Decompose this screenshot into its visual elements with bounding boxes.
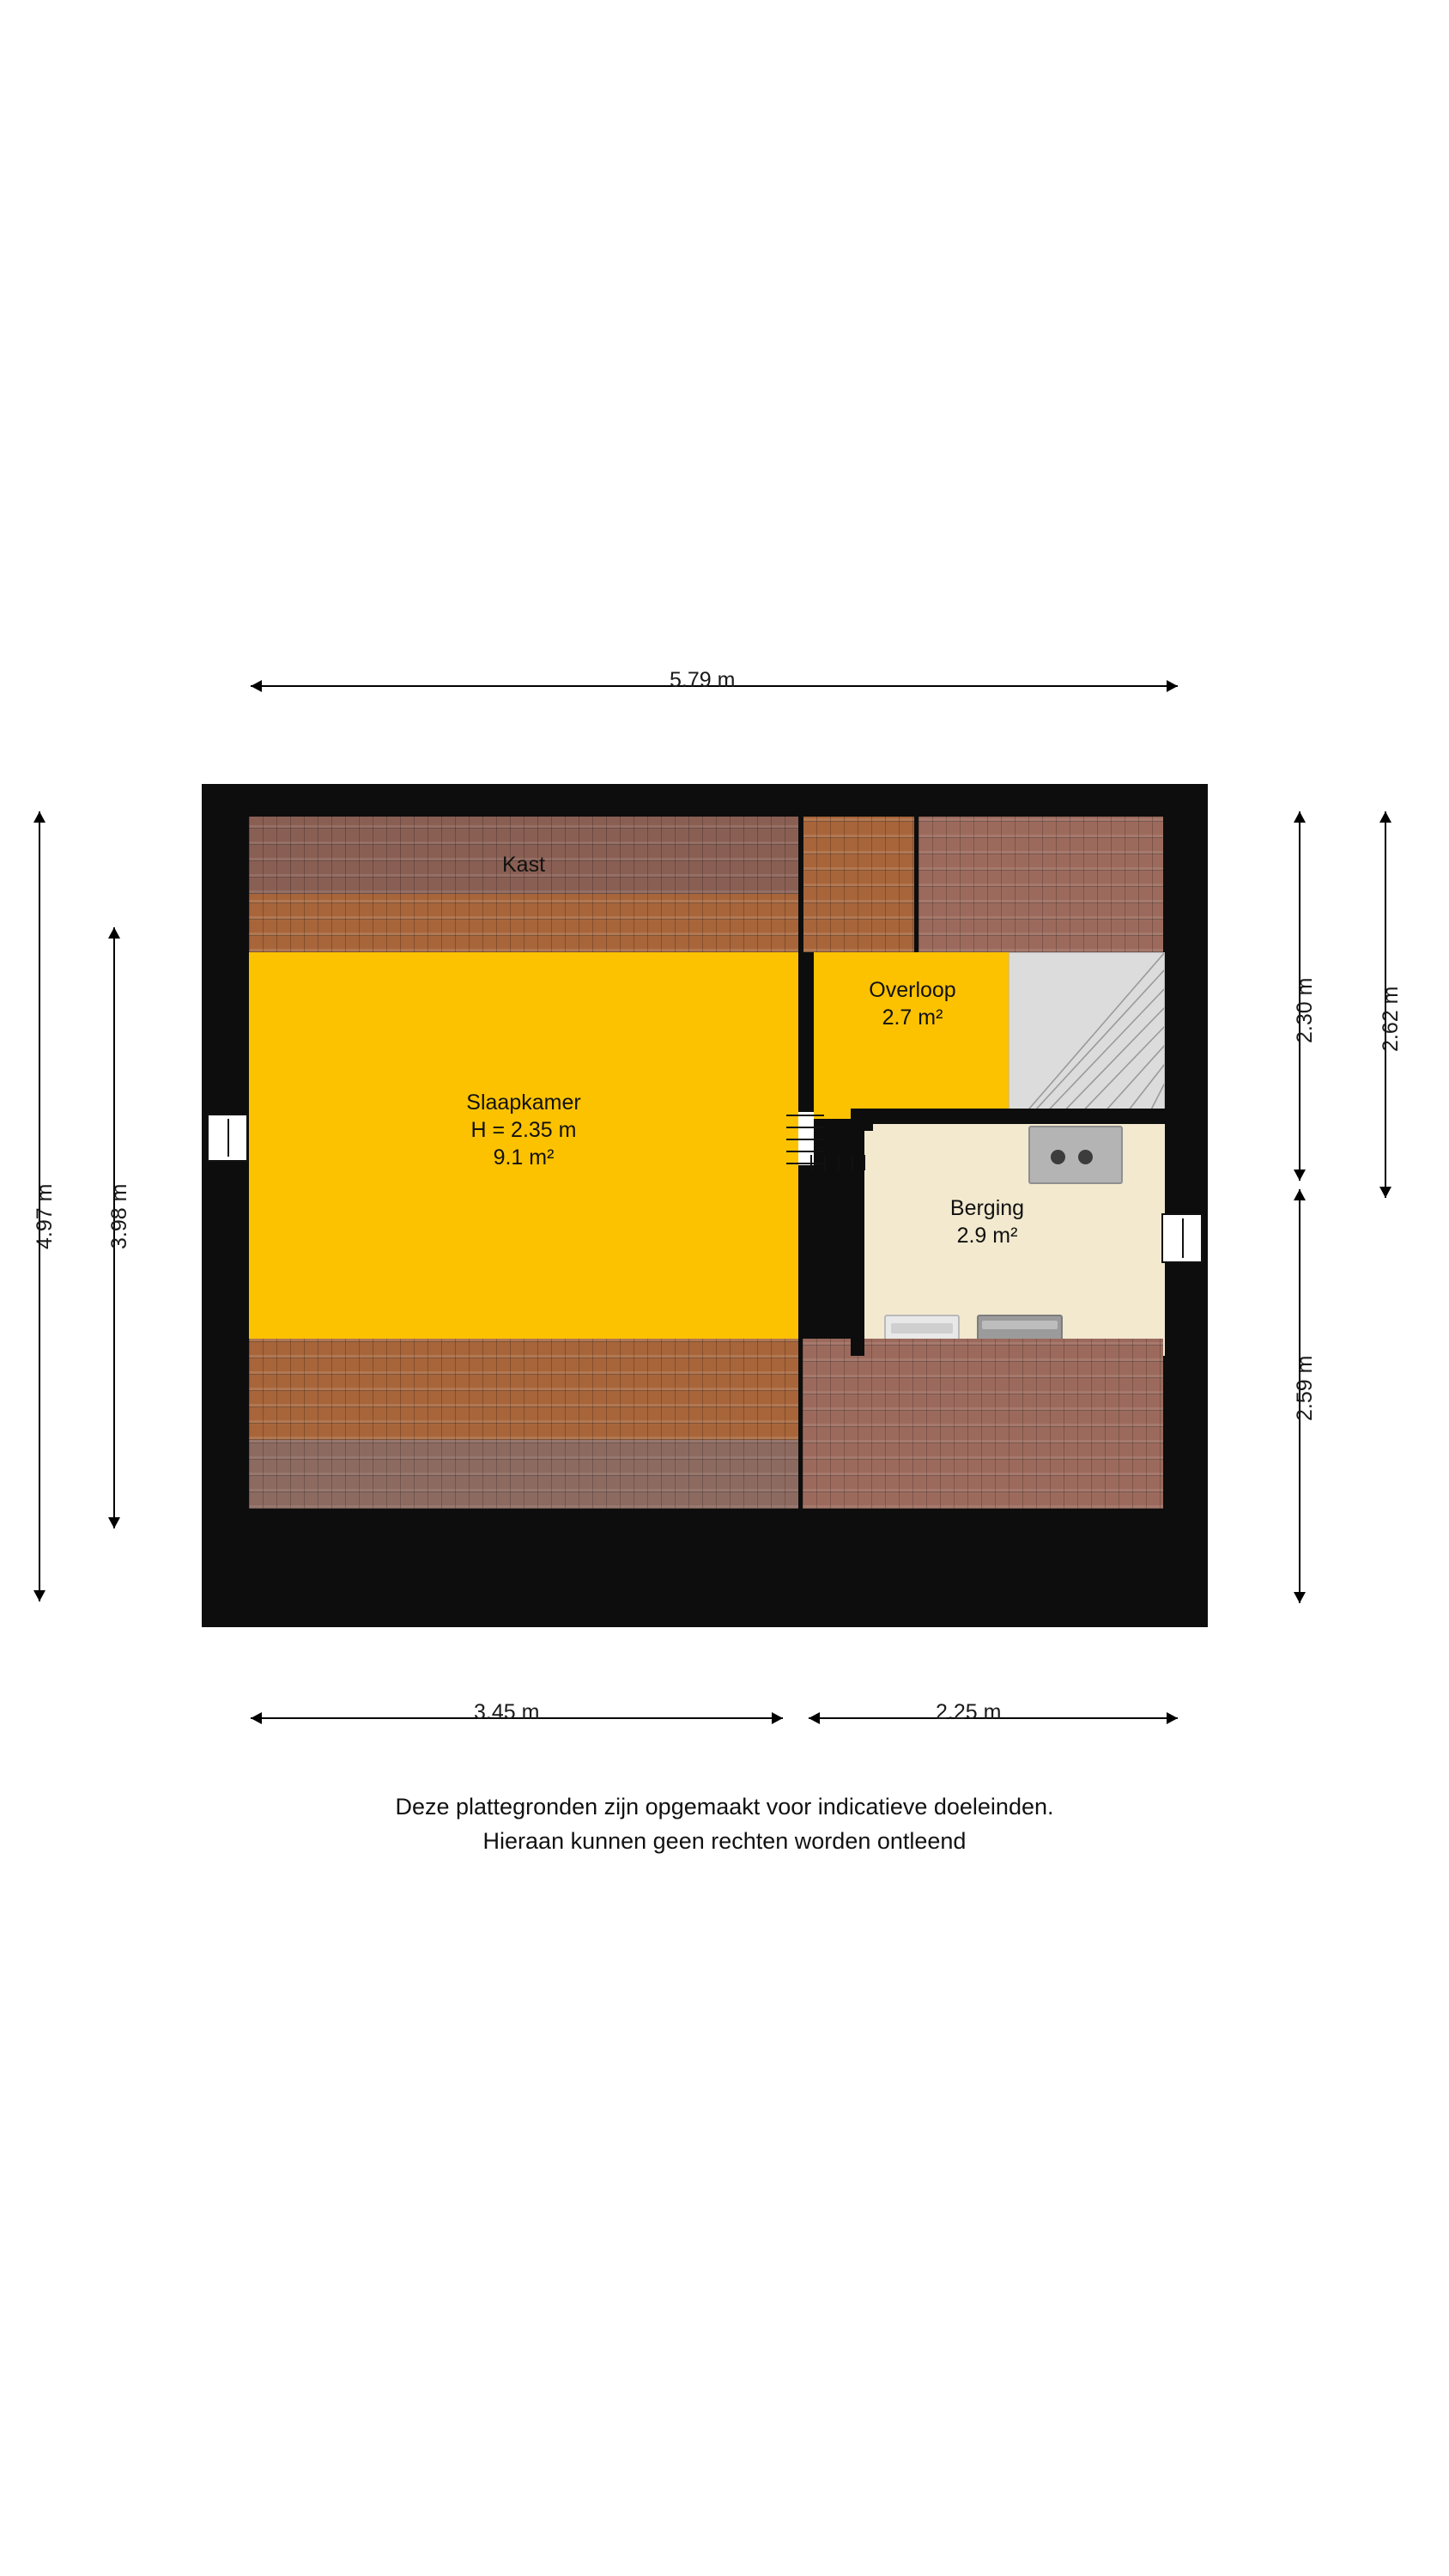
roof-top-middle	[803, 817, 914, 952]
disclaimer-line-1: Deze plattegronden zijn opgemaakt voor indicatieve doeleinden.	[395, 1794, 1054, 1820]
counter-knob-left	[1051, 1150, 1065, 1164]
label-slaapkamer-area: 9.1 m²	[493, 1145, 555, 1170]
dimension-label-bottom-right: 2.25 m	[936, 1700, 1002, 1724]
roof-top-right	[919, 817, 1163, 952]
label-slaapkamer	[386, 1089, 661, 1171]
staircase	[1009, 952, 1165, 1124]
interior-wall-berging-top	[851, 1109, 1165, 1124]
label-overloop-name: Overloop	[869, 978, 956, 1002]
dimension-label-right-outer: 2.62 m	[1379, 986, 1403, 1052]
dimension-label-left-inner: 3.98 m	[107, 1183, 131, 1249]
label-slaapkamer-height: H = 2.35 m	[470, 1118, 577, 1142]
window-right	[1161, 1213, 1203, 1263]
window-left	[207, 1114, 248, 1162]
dimension-label-right-inner-bottom: 2.59 m	[1293, 1355, 1317, 1421]
label-berging-name: Berging	[949, 1196, 1025, 1220]
interior-wall-top-divider	[798, 817, 803, 952]
storage-cabinet-top	[982, 1321, 1058, 1329]
dimension-label-right-inner-top: 2.30 m	[1293, 977, 1317, 1043]
label-overloop-area: 2.7 m²	[882, 1005, 943, 1030]
label-kast-name: Kast	[501, 853, 546, 877]
washing-machine-panel	[891, 1323, 953, 1334]
roof-bottom-left	[249, 1339, 798, 1440]
label-berging	[880, 1194, 1094, 1249]
building-outline	[202, 784, 1208, 1627]
roof-bottom-left-lower	[249, 1440, 798, 1509]
dimension-label-bottom-left: 3.45 m	[474, 1700, 540, 1724]
door-berging-swing	[808, 1151, 868, 1174]
counter-knob-right	[1078, 1150, 1093, 1164]
label-berging-area: 2.9 m²	[956, 1224, 1018, 1248]
room-kast-lower	[249, 894, 798, 952]
roof-bottom-right	[803, 1339, 1163, 1509]
label-slaapkamer-name: Slaapkamer	[466, 1091, 581, 1115]
label-overloop	[818, 976, 1007, 1031]
disclaimer-line-2: Hieraan kunnen geen rechten worden ontleend	[482, 1828, 967, 1854]
label-kast	[421, 851, 627, 878]
dimension-label-left-outer: 4.97 m	[33, 1183, 57, 1249]
dimension-label-top: 5.79 m	[670, 668, 736, 692]
counter-unit	[1028, 1126, 1123, 1184]
staircase-treads	[1009, 952, 1165, 1124]
